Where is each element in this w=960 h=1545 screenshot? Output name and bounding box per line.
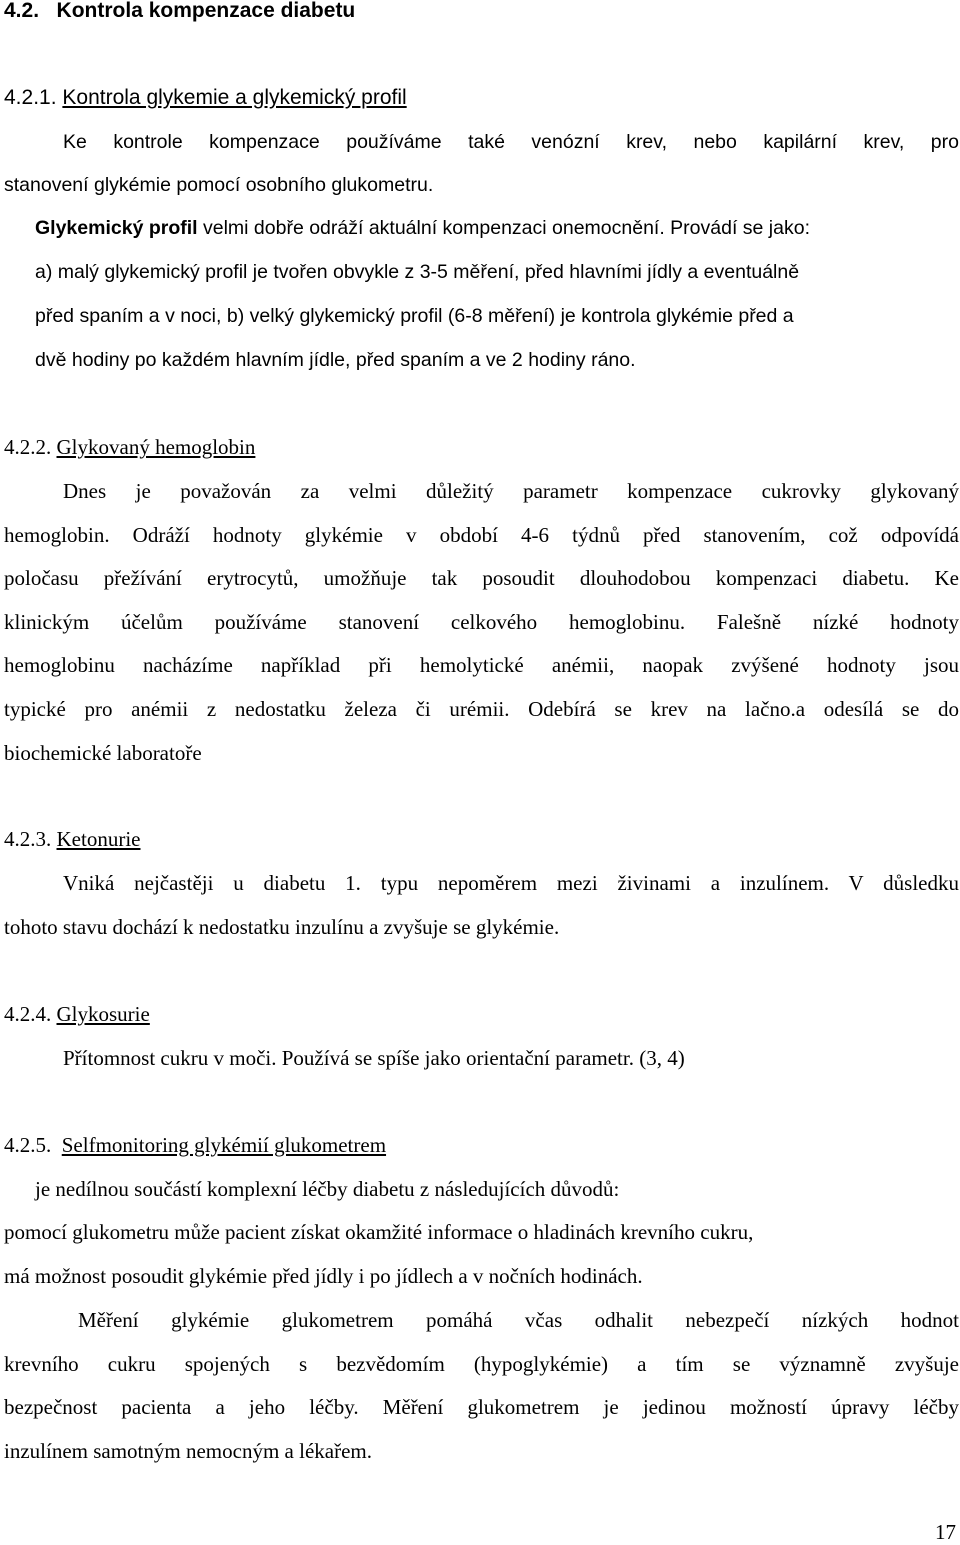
paragraph-line: hemoglobinu nacházíme například při hemolytické anémii, naopak zvýšené hodnoty jsou xyxy=(4,653,959,677)
paragraph-line xyxy=(35,215,810,241)
section-heading xyxy=(4,0,355,24)
paragraph-line: krevního cukru spojených s bezvědomím (hypoglykémie) a tím se významně zvyšuje xyxy=(4,1352,959,1376)
subsection-heading-4-2-3 xyxy=(4,826,140,852)
subsection-heading-4-2-2 xyxy=(4,434,255,460)
subsection-heading-4-2-5 xyxy=(4,1132,386,1158)
subsection-number: 4.2.3. xyxy=(4,827,52,851)
page-number: 17 xyxy=(935,1520,956,1544)
paragraph-line: Měření glykémie glukometrem pomáhá včas odhalit nebezpečí nízkých hodnot xyxy=(78,1308,959,1332)
subsection-heading-4-2-4 xyxy=(4,1001,150,1027)
paragraph-line: pomocí glukometru může pacient získat okamžité informace o hladinách krevního cukru, xyxy=(4,1220,754,1244)
subsection-title: Glykovaný hemoglobin xyxy=(56,435,256,459)
subsection-title: Selfmonitoring glykémií glukometrem xyxy=(61,1133,387,1157)
subsection-title: Ketonurie xyxy=(56,827,141,851)
paragraph-line: Ke kontrole kompenzace používáme také venózní krev, nebo kapilární krev, pro xyxy=(63,131,959,153)
section-title: Kontrola kompenzace diabetu xyxy=(56,0,356,22)
paragraph-line: stanovení glykémie pomocí osobního glukometru. xyxy=(4,174,434,196)
paragraph-line: inzulínem samotným nemocným a lékařem. xyxy=(4,1439,372,1463)
subsection-heading-4-2-1 xyxy=(4,85,407,111)
subsection-title: Kontrola glykemie a glykemický profil xyxy=(62,86,407,109)
paragraph-line: poločasu přežívání erytrocytů, umožňuje tak posoudit dlouhodobou kompenzaci diabetu. Ke xyxy=(4,566,959,590)
paragraph-line: Vniká nejčastěji u diabetu 1. typu nepoměrem mezi živinami a inzulínem. V důsledku xyxy=(63,871,959,895)
term-glykemicky-profil: Glykemický profil xyxy=(35,217,198,239)
paragraph-line: a) malý glykemický profil je tvořen obvykle z 3-5 měření, před hlavními jídly a eventuálně xyxy=(35,261,800,283)
paragraph-line: tohoto stavu dochází k nedostatku inzulínu a zvyšuje se glykémie. xyxy=(4,915,560,939)
subsection-number: 4.2.4. xyxy=(4,1002,52,1026)
paragraph-line: Přítomnost cukru v moči. Používá se spíše jako orientační parametr. (3, 4) xyxy=(63,1046,685,1070)
subsection-number: 4.2.5. xyxy=(4,1133,52,1157)
paragraph-line: má možnost posoudit glykémie před jídly i po jídlech a v nočních hodinách. xyxy=(4,1264,643,1288)
paragraph-line: bezpečnost pacienta a jeho léčby. Měření glukometrem je jedinou možností úpravy léčby xyxy=(4,1395,959,1419)
subsection-number: 4.2.1. xyxy=(4,86,57,109)
section-number: 4.2. xyxy=(4,0,40,22)
paragraph-line: hemoglobin. Odráží hodnoty glykémie v období 4-6 týdnů před stanovením, což odpovídá xyxy=(4,523,959,547)
paragraph-line: biochemické laboratoře xyxy=(4,741,202,765)
paragraph-line: typické pro anémii z nedostatku železa či urémii. Odebírá se krev na lačno.a odesílá se do xyxy=(4,697,959,721)
paragraph-text: velmi dobře odráží aktuální kompenzaci onemocnění. Provádí se jako: xyxy=(197,217,810,239)
paragraph-line: klinickým účelům používáme stanovení celkového hemoglobinu. Falešně nízké hodnoty xyxy=(4,610,959,634)
paragraph-line: je nedílnou součástí komplexní léčby diabetu z následujících důvodů: xyxy=(35,1177,620,1201)
paragraph-line: před spaním a v noci, b) velký glykemický profil (6-8 měření) je kontrola glykémie před a xyxy=(35,305,794,327)
paragraph-line: Dnes je považován za velmi důležitý parametr kompenzace cukrovky glykovaný xyxy=(63,479,959,503)
subsection-title: Glykosurie xyxy=(56,1002,150,1026)
subsection-number: 4.2.2. xyxy=(4,435,52,459)
paragraph-line: dvě hodiny po každém hlavním jídle, před spaním a ve 2 hodiny ráno. xyxy=(35,349,636,371)
